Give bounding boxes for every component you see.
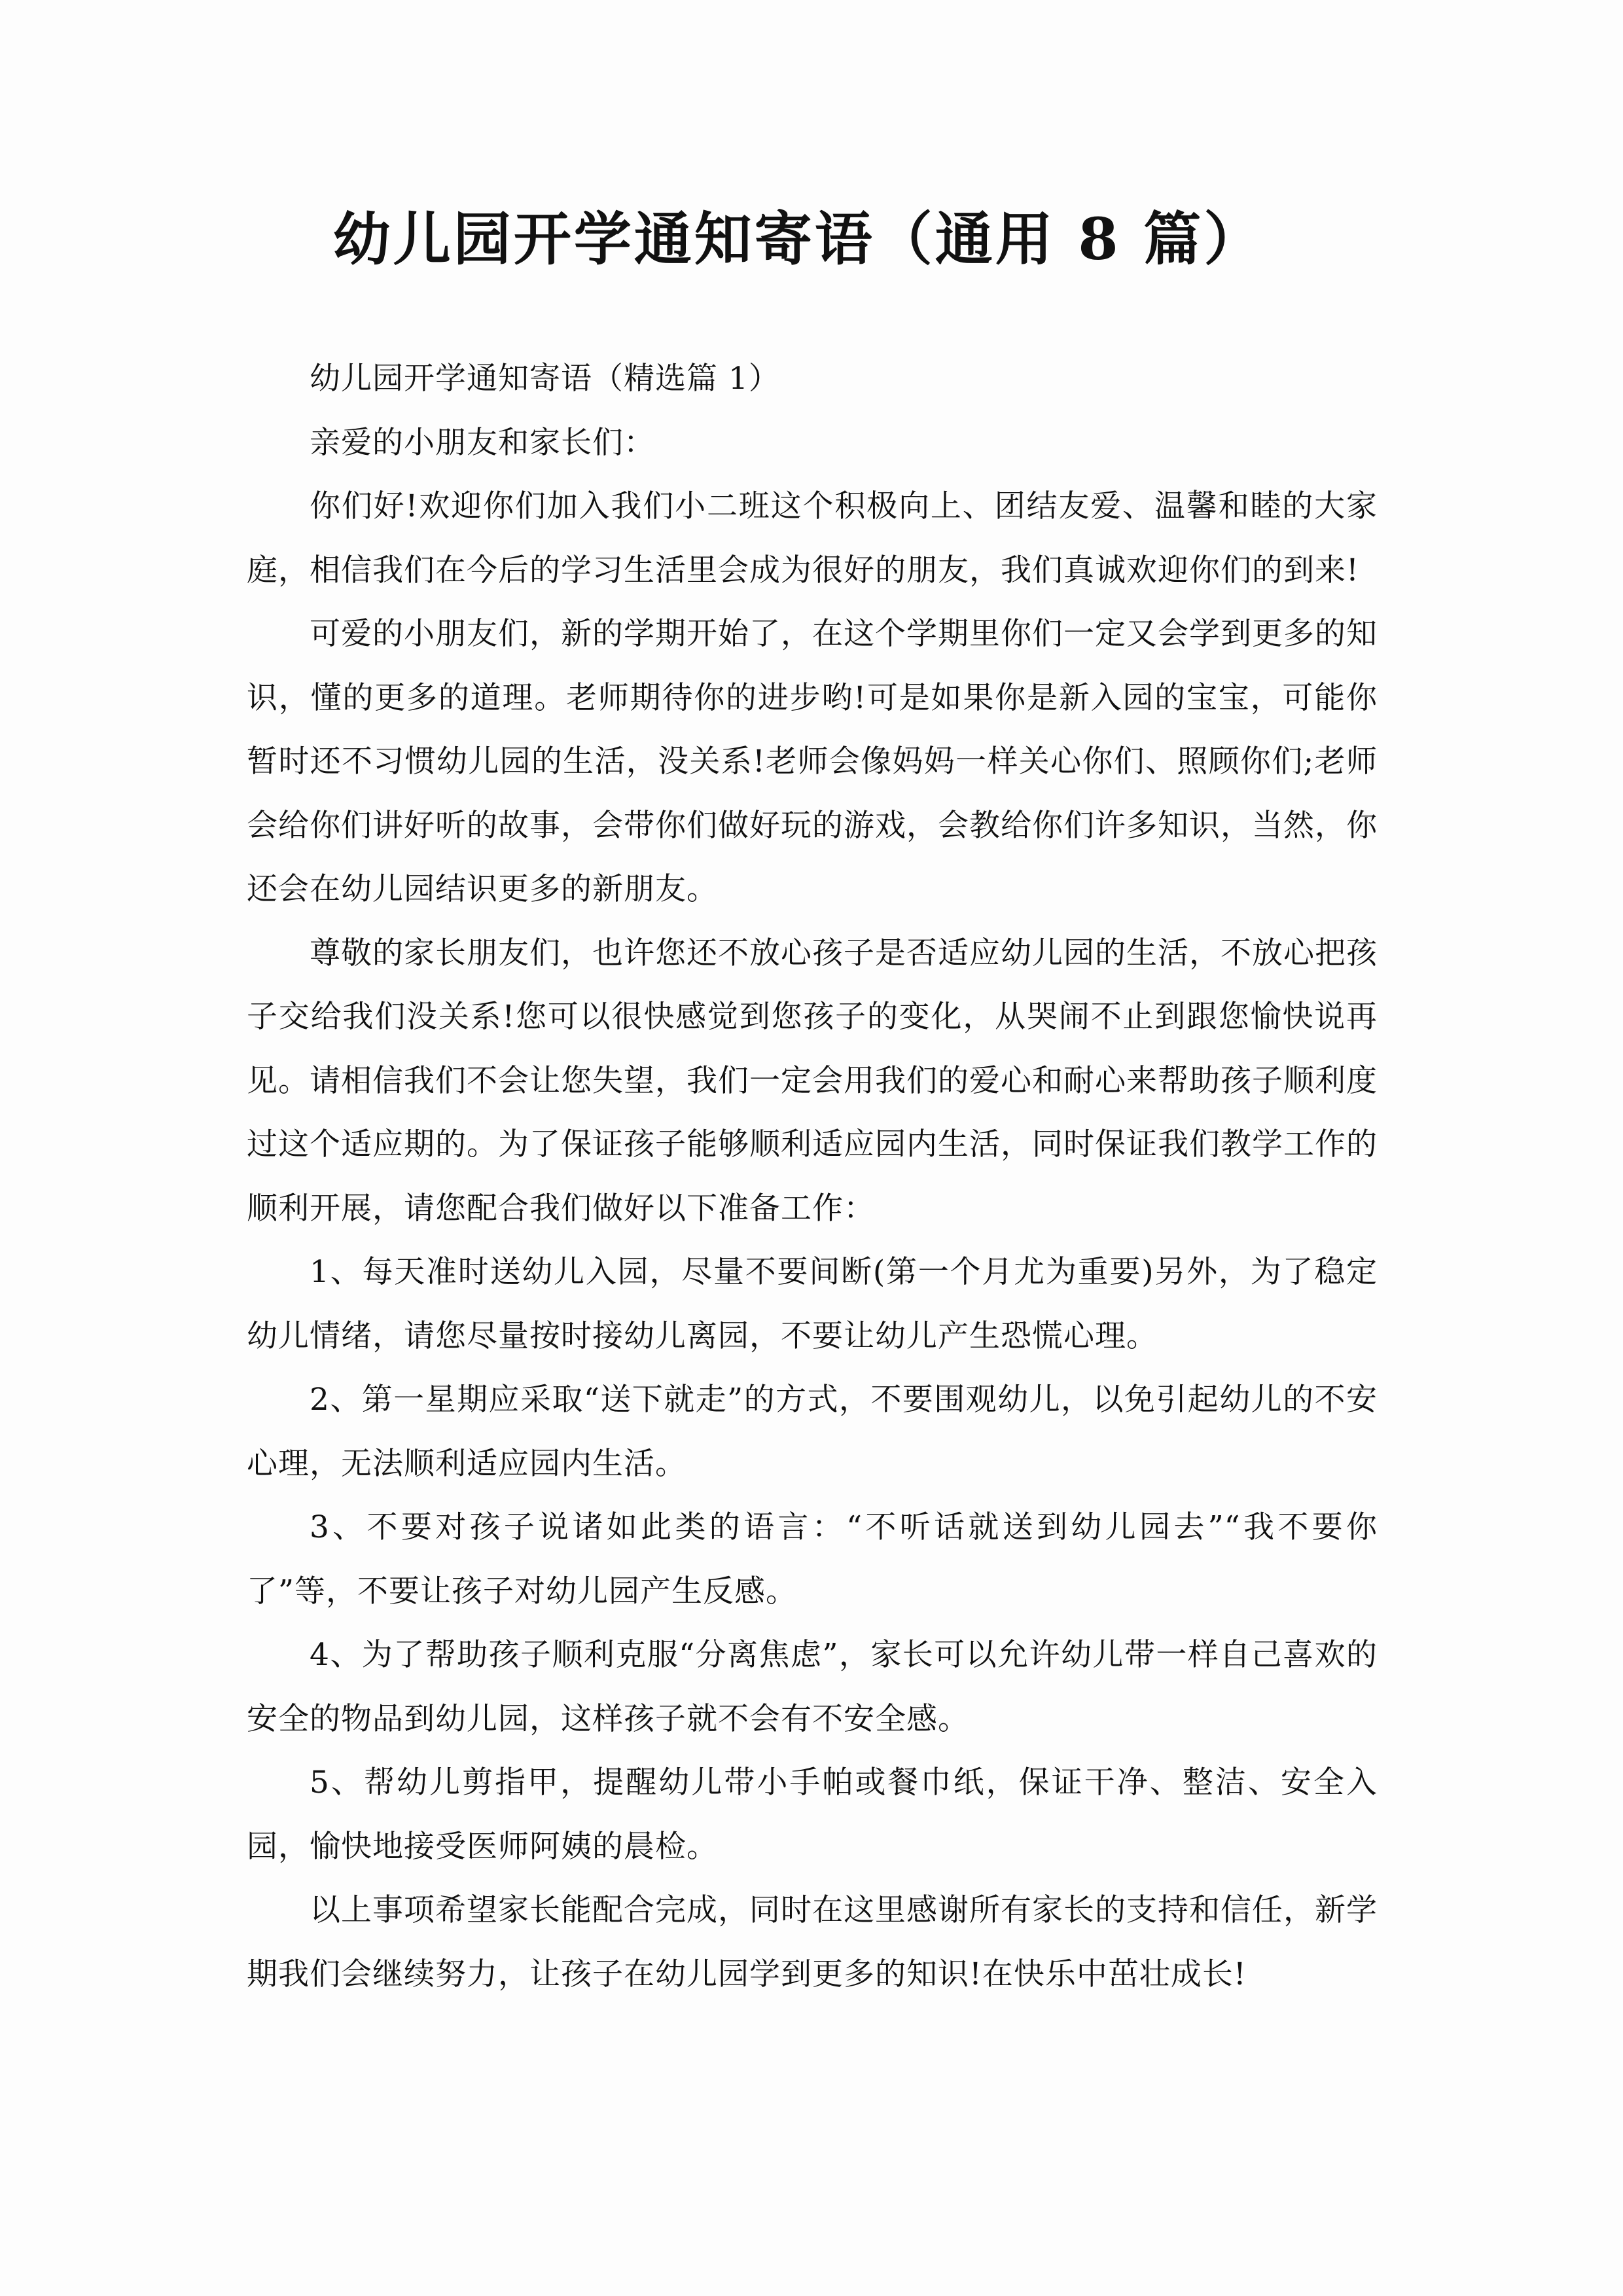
list-item: 2、第一星期应采取“送下就走”的方式，不要围观幼儿，以免引起幼儿的不安心理，无法顺利适应园内生活。 (247, 1382, 1378, 1482)
document-title: 幼儿园开学通知寄语（通用 8 篇） (332, 205, 1264, 273)
list-item: 5、帮幼儿剪指甲，提醒幼儿带小手帕或餐巾纸，保证干净、整洁、安全入园，愉快地接受医师阿姨的晨检。 (247, 1765, 1378, 1865)
greeting: 亲爱的小朋友和家长们： (310, 424, 655, 461)
list-item: 3、不要对孩子说诸如此类的语言：“不听话就送到幼儿园去”“我不要你了”等，不要让孩子对幼儿园产生反感。 (247, 1509, 1378, 1609)
closing-paragraph: 以上事项希望家长能配合完成，同时在这里感谢所有家长的支持和信任，新学期我们会继续努力，让孩子在幼儿园学到更多的知识!在快乐中茁壮成长! (247, 1892, 1378, 1992)
list-item: 1、每天准时送幼儿入园，尽量不要间断(第一个月尤为重要)另外，为了稳定幼儿情绪，请您尽量按时接幼儿离园，不要让幼儿产生恐慌心理。 (247, 1254, 1378, 1354)
paragraph-children: 可爱的小朋友们，新的学期开始了，在这个学期里你们一定又会学到更多的知识，懂的更多的道理。老师期待你的进步哟!可是如果你是新入园的宝宝，可能你暂时还不习惯幼儿园的生活，没关系!老师会像妈妈一样关心你们、照顾你们;老师会给你们讲好听的故事，会带你们做好玩的游戏，会教给你们许多知识，当然，你还会在幼儿园结识更多的新朋友。 (247, 616, 1378, 907)
paragraph-parents: 尊敬的家长朋友们，也许您还不放心孩子是否适应幼儿园的生活，不放心把孩子交给我们没关系!您可以很快感觉到您孩子的变化，从哭闹不止到跟您愉快说再见。请相信我们不会让您失望，我们一定会用我们的爱心和耐心来帮助孩子顺利度过这个适应期的。为了保证孩子能够顺利适应园内生活，同时保证我们教学工作的顺利开展，请您配合我们做好以下准备工作： (247, 935, 1378, 1227)
list-item: 4、为了帮助孩子顺利克服“分离焦虑”，家长可以允许幼儿带一样自己喜欢的安全的物品到幼儿园，这样孩子就不会有不安全感。 (247, 1637, 1378, 1737)
paragraph-welcome: 你们好!欢迎你们加入我们小二班这个积极向上、团结友爱、温馨和睦的大家庭，相信我们在今后的学习生活里会成为很好的朋友，我们真诚欢迎你们的到来! (247, 488, 1378, 588)
section-heading: 幼儿园开学通知寄语（精选篇 1） (310, 361, 780, 397)
document-body (247, 347, 1378, 2006)
